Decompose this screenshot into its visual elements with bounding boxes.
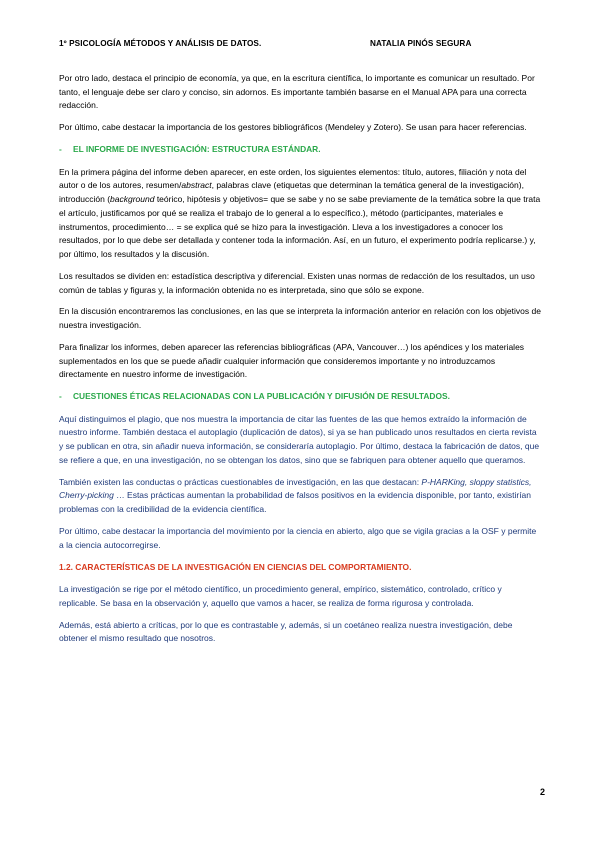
paragraph-discussion: En la discusión encontraremos las conclusiones, en las que se interpreta la información anterior en relación con los objetivos de nuestra investigación. [59,306,541,331]
page-number: 2 [539,787,545,797]
document-body [59,72,542,654]
header-author-name: NATALIA PINÓS SEGURA [370,39,472,48]
paragraph-first-page-elements [59,166,542,262]
paragraph-open-science: Por último, cabe destacar la importancia del movimiento por la ciencia en abierto, algo que se vigila gracias a la OSF y permite a la ciencia autocorregirse. [59,526,537,550]
paragraph-economy-principle: Por otro lado, destaca el principio de economía, ya que, en la escritura científica, lo importante es comunicar un resultado. Por tanto, el lenguaje debe ser claro y conciso, sin adornos. Es importante también basarse en el Manual APA para una correcta redacción. [59,73,535,111]
text-span: … Estas prácticas aumentan la probabilidad de falsos positivos en la evidencia disponible, por tanto, existirían problemas con la credibilidad de la evidencia científica. [59,490,532,515]
paragraph-references-appendices: Para finalizar los informes, deben aparecer las referencias bibliográficas (APA, Vancouver…) los apéndices y los materiales suplementados en los que se puede añadir cualquier información que consideremos importante y no introduzcamos directamente en nuestro informe de investigación. [59,341,525,380]
section-heading-ethics [59,390,542,404]
heading-dash: - [59,391,62,402]
text-span: teórico, hipótesis y objetivos= que se sabe y no se sabe previamente de la temática sobre la que trata el artículo, justificamos por qué se realiza el trabajo de lo general a lo específico.), método (participantes, materiales e instrumentos, procedimiento… = se explica qué se hizo para la investigación. Lleva a los investigadores a conocer los resultados, por lo que debe ser detallada y contener toda la información. Así, en un futuro, el experimento podría replicarse.) y, por último, los resultados y la discusión. [59,194,541,259]
text-span: , palabras clave (etiquetas que determinan la temática general de la investigación), introducción ( [59,180,524,205]
header-course-title: 1º PSICOLOGÍA MÉTODOS Y ANÁLISIS DE DATOS. [59,39,262,48]
heading-text: CUESTIONES ÉTICAS RELACIONADAS CON LA PUBLICACIÓN Y DIFUSIÓN DE RESULTADOS. [73,391,450,402]
section-heading-behavioral-research: 1.2. CARACTERÍSTICAS DE LA INVESTIGACIÓN EN CIENCIAS DEL COMPORTAMIENTO. [59,561,412,572]
paragraph-plagiarism: Aquí distinguimos el plagio, que nos muestra la importancia de citar las fuentes de las que hemos extraído la información de nuestro informe. También destaca el autoplagio (duplicación de datos), si ya se han publicado unos resultados en cierta revista y se publican en otra, sin añadir nueva información, se consideraría autoplagio. Por último, destaca la fabricación de datos, que se refiere a que, en una investigación, no se obtengan los datos, sino que se fabriquen para obtener aquello que queramos. [59,413,540,465]
text-span: En la primera página del informe deben aparecer, en este orden, los siguientes elementos: título, autores, filiación y nota del autor o de los autores, resumen/ [59,166,527,191]
paragraph-replicability: Además, está abierto a críticas, por lo que es contrastable y, además, si un coetáneo realiza nuestra investigación, debe obtener el mismo resultado que nosotros. [59,619,513,644]
text-span: También existen las conductas o prácticas cuestionables de investigación, en las que destacan: [59,476,422,487]
paragraph-questionable-practices [59,476,542,517]
heading-dash: - [59,144,62,155]
paragraph-scientific-method: La investigación se rige por el método científico, un procedimiento general, empírico, sistemático, controlado, crítico y replicable. Se basa en la observación y, aquello que vamos a hacer, se realiza de forma rigurosa y controlada. [59,584,502,608]
section-heading-report-structure [59,143,542,157]
italic-term-background: background [110,194,155,205]
italic-terms: P-HARKing, sloppy statistics, Cherry-picking [59,476,532,501]
italic-term-abstract: abstract [181,180,212,191]
paragraph-results: Los resultados se dividen en: estadística descriptiva y diferencial. Existen unas normas de redacción de los resultados, un uso común de tablas y figuras y, la información obtenida no es interpretada, sino que sólo se expone. [59,270,535,295]
heading-text: EL INFORME DE INVESTIGACIÓN: ESTRUCTURA ESTÁNDAR. [73,144,321,155]
paragraph-reference-managers: Por último, cabe destacar la importancia de los gestores bibliográficos (Mendeley y Zotero). Se usan para hacer referencias. [59,122,527,133]
